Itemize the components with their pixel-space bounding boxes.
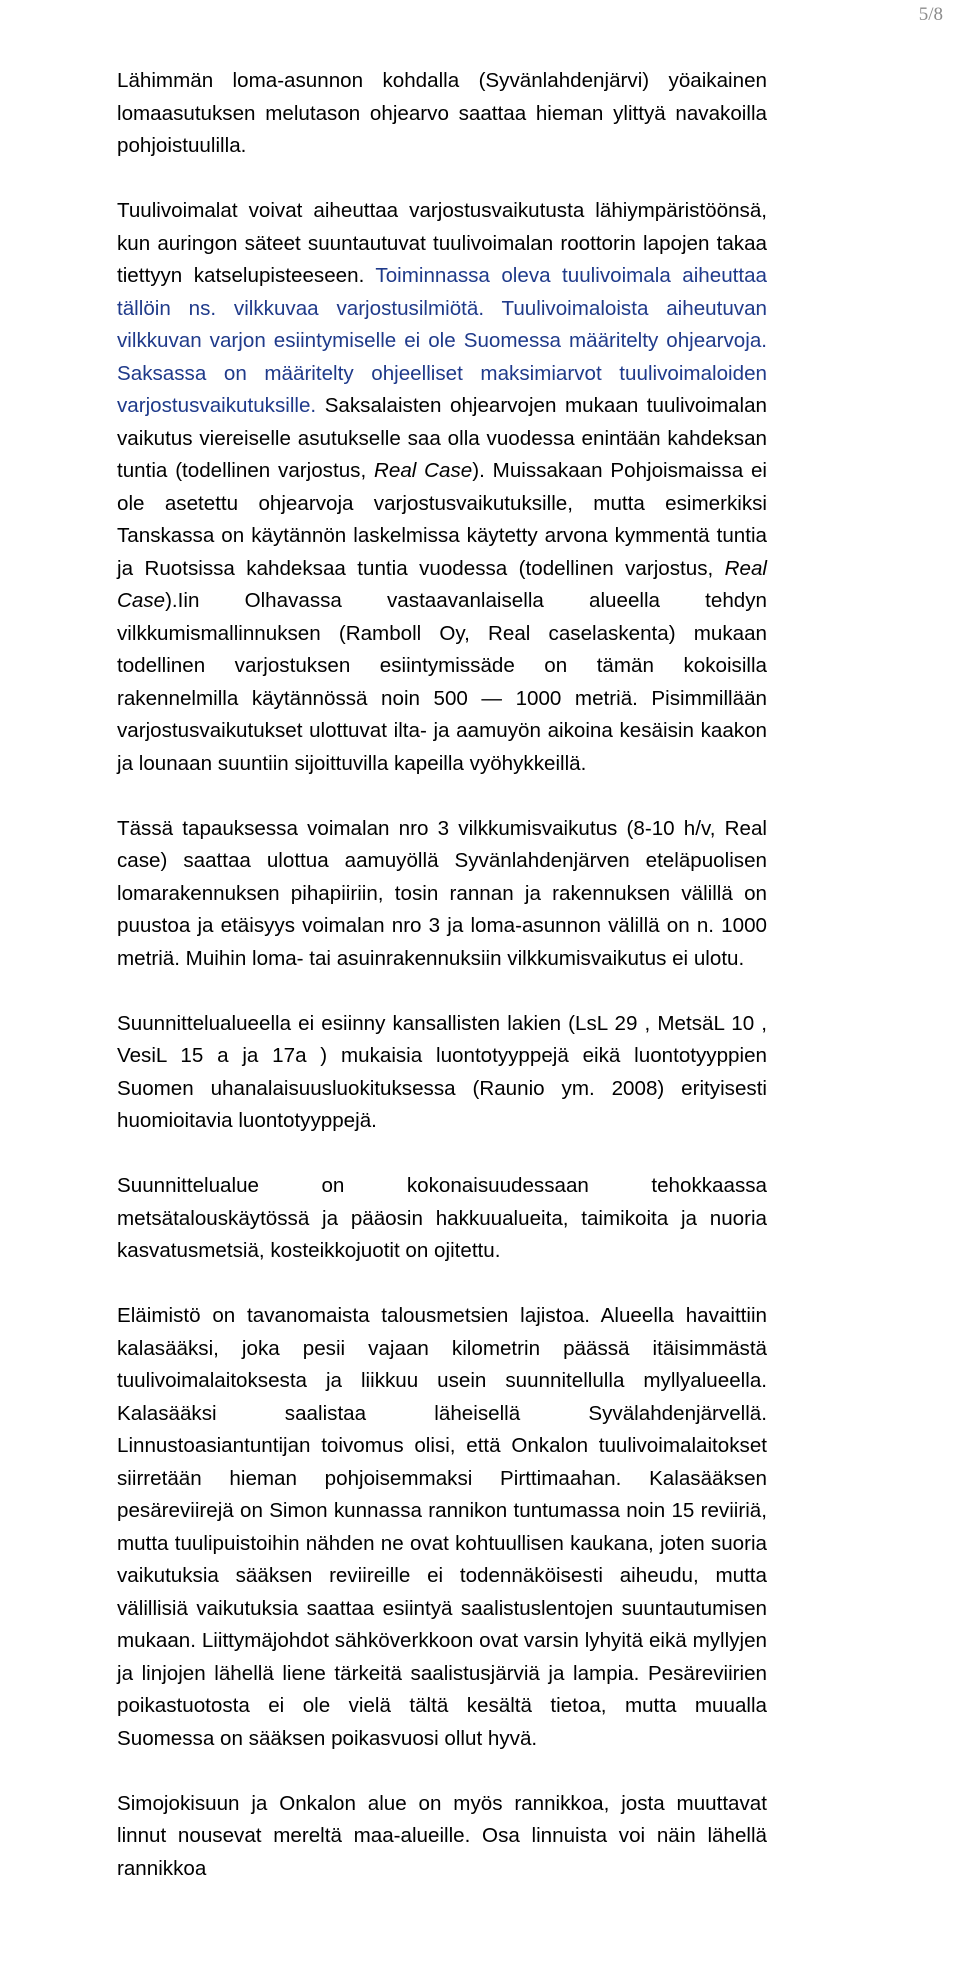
page-number: 5/8 — [918, 4, 943, 25]
paragraph-bird-migration: Simojokisuun ja Onkalon alue on myös rannikkoa, josta muuttavat linnut nousevat mereltä maa-alueille. Osa linnuista voi näin lähellä rannikkoa — [117, 1791, 767, 1880]
paragraph-noise-level: Lähimmän loma-asunnon kohdalla (Syvänlahdenjärvi) yöaikainen lomaasutuksen melutason ohjearvo saattaa hieman ylittyä navakoilla pohjoistuulilla. — [117, 69, 767, 157]
document-body — [117, 65, 767, 1885]
paragraph-shadow-flicker — [117, 195, 767, 780]
real-case-term: Real Case — [117, 556, 767, 612]
shadow-intro-text: Tuulivoimalat voivat aiheuttaa varjostusvaikutusta lähiympäristöönsä, kun auringon säteet suuntautuvat tuulivoimalan roottorin lapojen takaa tiettyyn katselupisteeseen. — [117, 199, 767, 287]
paragraph-forestry-use: Suunnittelualue on kokonaisuudessaan tehokkaassa metsätalouskäytössä ja pääosin hakkuualueita, taimikoita ja nuoria kasvatusmetsiä, kosteikkojuotit on ojitettu. — [117, 1174, 767, 1262]
shadow-nordic-text: ). Muissakaan Pohjoismaissa ei ole asetettu ohjearvoja varjostusvaikutuksille, mutta esimerkiksi Tanskassa on käytännön laskelmissa käytetty arvona kymmentä tuntia ja Ruotsissa kahdeksaa tuntia vuodessa (todellinen varjostus, — [117, 459, 768, 580]
paragraph-fauna-osprey: Eläimistö on tavanomaista talousmetsien lajistoa. Alueella havaittiin kalasääksi, joka pesii vajaan kilometrin päässä itäisimmästä tuulivoimalaitoksesta ja liikkuu usein suunnitellulla myllyalueella. Kalasääksi saalistaa läheisellä Syvälahdenjärvellä. Linnustoasiantuntijan toivomus olisi, että Onkalon tuulivoimalaitokset siirretään hieman pohjoisemmaksi Pirttimaahan. Kalasääksen pesäreviirejä on Simon kunnassa rannikon tuntumassa noin 15 reviiriä, mutta tuulipuistoihin nähden ne ovat kohtuullisen kaukana, joten suoria vaikutuksia sääksen reviireille ei todennäköisesti aiheudu, mutta välillisiä vaikutuksia saattaa esiintyä saalistuslentojen suuntautumisen mukaan. Liittymäjohdot sähköverkkoon ovat varsin lyhyitä eikä myllyjen ja linjojen lähellä liene tärkeitä saalistusjärviä ja lampia. Pesäreviirien poikastuotosta ei ole vielä tältä kesältä tietoa, mutta muualla Suomessa on sääksen poikasvuosi ollut hyvä. — [117, 1304, 767, 1750]
shadow-highlighted-text: Toiminnassa oleva tuulivoimala aiheuttaa tällöin ns. vilkkuvaa varjostusilmiötä. Tuulivoimaloista aiheutuvan vilkkuvan varjon esiintymiselle ei ole Suomessa määritelty ohjearvoja. Saksassa on määritelty ohjeelliset maksimiarvot tuulivoimaloiden varjostusvaikutuksille. — [117, 264, 767, 417]
paragraph-turbine-3-flicker: Tässä tapauksessa voimalan nro 3 vilkkumisvaikutus (8-10 h/v, Real case) saattaa ulottua aamuyöllä Syvänlahdenjärven eteläpuolisen lomarakennuksen pihapiiriin, tosin rannan ja rakennuksen välillä on puustoa ja etäisyys voimalan nro 3 ja loma-asunnon välillä on n. 1000 metriä. Muihin loma- tai asuinrakennuksiin vilkkumisvaikutus ei ulotu. — [117, 816, 767, 970]
real-case-term: Real Case — [374, 459, 473, 482]
shadow-olhava-text: ).Iin Olhavassa vastaavanlaisella alueella tehdyn vilkkumismallinnuksen (Ramboll Oy, Real caselaskenta) mukaan todellinen varjostuksen esiintymissäde on tämän kokoisilla rakennelmilla käytännössä noin 500 — 1000 metriä. Pisimmillään varjostusvaikutukset ulottuvat ilta- ja aamuyön aikoina kesäisin kaakon ja lounaan suuntiin sijoittuvilla kapeilla vyöhykkeillä. — [117, 589, 767, 775]
shadow-german-limits-text: Saksalaisten ohjearvojen mukaan tuulivoimalan vaikutus viereiselle asutukselle saa olla vuodessa enintään kahdeksan tuntia (todellinen varjostus, — [117, 394, 767, 482]
paragraph-habitat-types: Suunnittelualueella ei esiinny kansallisten lakien (LsL 29 , MetsäL 10 , VesiL 15 a ja 17a ) mukaisia luontotyyppejä eikä luontotyyppien Suomen uhanalaisuusluokituksessa (Raunio ym. 2008) erityisesti huomioitavia luontotyyppejä. — [117, 1011, 767, 1132]
